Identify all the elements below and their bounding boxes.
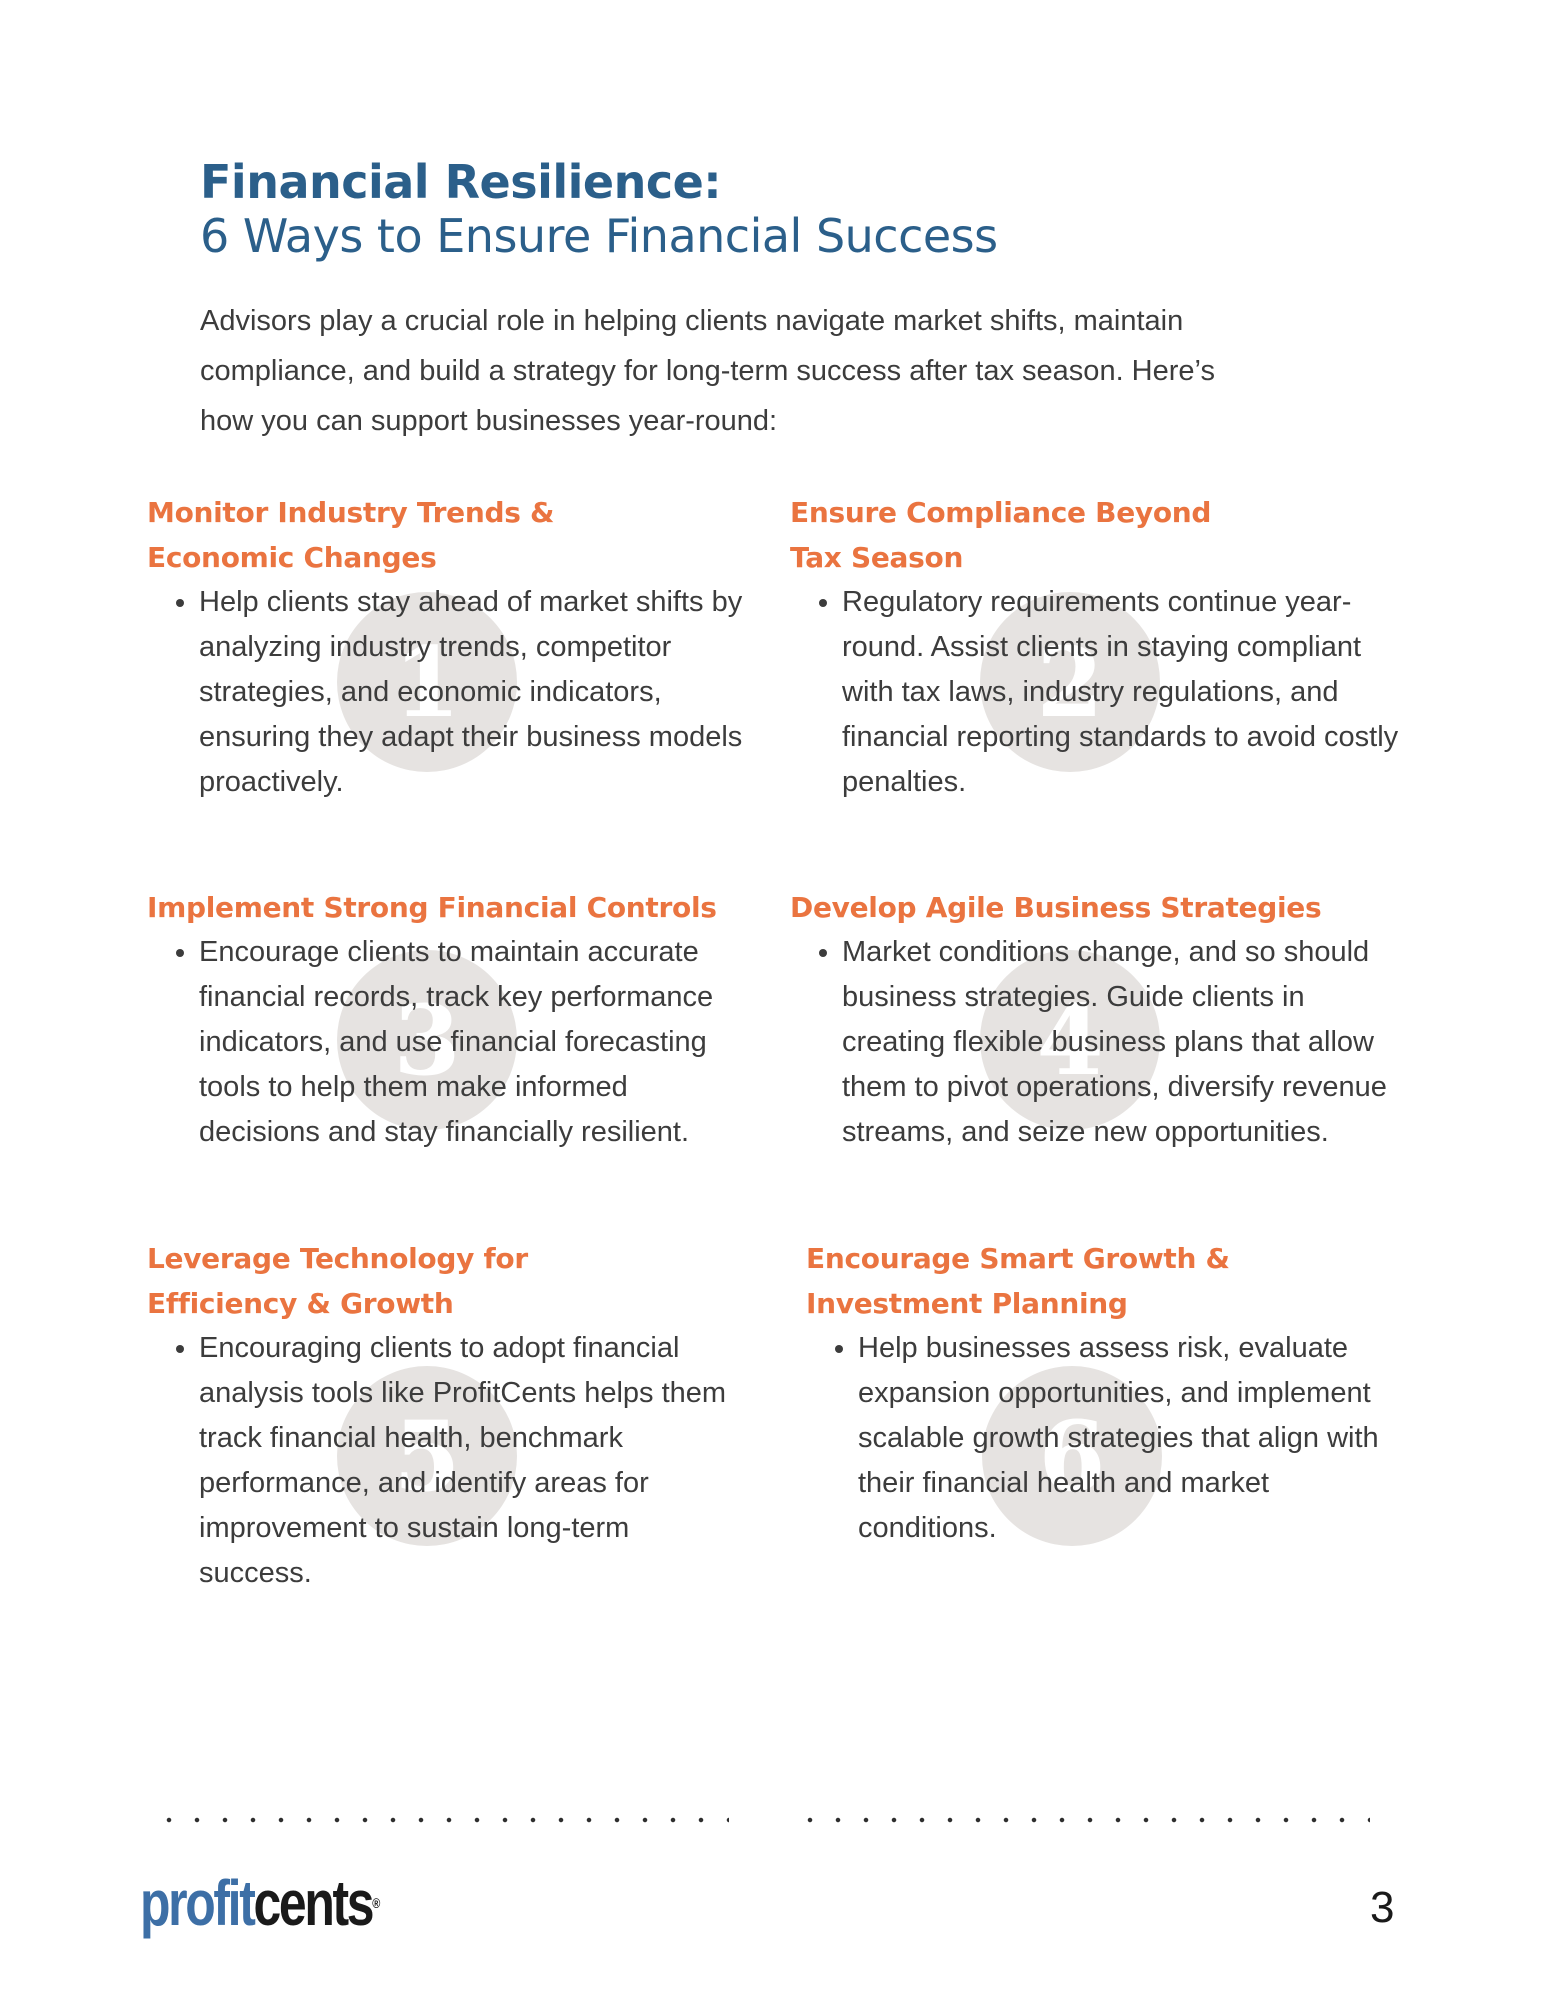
- section-heading: [790, 885, 1410, 930]
- bullet-list: [147, 930, 747, 1155]
- registered-mark: ®: [372, 1895, 381, 1911]
- section-body: [147, 580, 747, 805]
- profitcents-logo: [140, 1868, 380, 1938]
- bullet-list: [147, 1326, 747, 1596]
- section-heading-line1: Develop Agile Business Strategies: [790, 891, 1322, 924]
- bullet-list: [806, 1326, 1410, 1551]
- number-badge: 5: [337, 1366, 517, 1546]
- number-badge: 6: [982, 1366, 1162, 1546]
- page-title: [200, 155, 1350, 263]
- bullet-list: [790, 580, 1410, 805]
- section-heading: [147, 1236, 747, 1326]
- bullet-list: [147, 580, 747, 805]
- number-badge: 4: [980, 950, 1160, 1130]
- section-body: [790, 580, 1410, 805]
- section-heading: [147, 885, 747, 930]
- bullet-list: [790, 930, 1410, 1155]
- number-badge: 2: [980, 592, 1160, 772]
- section-monitor-trends: [147, 490, 747, 805]
- number-badge: 1: [337, 592, 517, 772]
- bullet-item: • Help clients stay ahead of market shifts by analyzing industry trends, competitor strategies, and economic indicators, ensuring they adapt their business models proactively.: [199, 580, 747, 805]
- section-leverage-technology: [147, 1236, 747, 1596]
- section-body: [806, 1326, 1410, 1551]
- bullet-item: • Help businesses assess risk, evaluate expansion opportunities, and implement scalable growth strategies that align with their financial health and market conditions.: [858, 1326, 1410, 1551]
- section-ensure-compliance: [790, 490, 1410, 805]
- section-heading-line2: Tax Season: [790, 541, 964, 574]
- section-heading-line1: Leverage Technology for: [147, 1242, 528, 1275]
- page-number: 3: [1370, 1883, 1395, 1932]
- section-heading: [147, 490, 747, 580]
- section-heading-line2: Economic Changes: [147, 541, 437, 574]
- bullet-item: • Encourage clients to maintain accurate financial records, track key performance indicators, and use financial forecasting tools to help them make informed decisions and stay financially resilient.: [199, 930, 747, 1155]
- section-body: [147, 930, 747, 1155]
- section-heading-line2: Investment Planning: [806, 1287, 1128, 1320]
- section-smart-growth: [806, 1236, 1410, 1551]
- bullet-item: • Market conditions change, and so should business strategies. Guide clients in creating flexible business plans that allow them to pivot operations, diversify revenue streams, and seize new opportunities.: [842, 930, 1410, 1155]
- logo-profit-text: profit: [140, 1867, 254, 1939]
- section-financial-controls: [147, 885, 747, 1155]
- title-heading: Financial Resilience:: [200, 155, 722, 209]
- section-heading: [806, 1236, 1410, 1326]
- section-heading-line1: Encourage Smart Growth &: [806, 1242, 1230, 1275]
- section-body: [147, 1326, 747, 1596]
- section-agile-strategies: [790, 885, 1410, 1155]
- intro-paragraph: Advisors play a crucial role in helping clients navigate market shifts, maintain compliance, and build a strategy for long-term success after tax season. Here’s how you can support businesses year-round:: [200, 305, 1215, 437]
- section-heading-line1: Implement Strong Financial Controls: [147, 891, 717, 924]
- bullet-item: • Regulatory requirements continue year-round. Assist clients in staying compliant with tax laws, industry regulations, and financial reporting standards to avoid costly penalties.: [842, 580, 1410, 805]
- section-heading-line1: Monitor Industry Trends &: [147, 496, 555, 529]
- footer-dotted-divider-right: [796, 1816, 1370, 1824]
- bullet-item: • Encouraging clients to adopt financial analysis tools like ProfitCents helps them track financial health, benchmark performance, and identify areas for improvement to sustain long-term success.: [199, 1326, 747, 1596]
- section-body: [790, 930, 1410, 1155]
- number-badge: 3: [337, 950, 517, 1130]
- section-heading-line1: Ensure Compliance Beyond: [790, 496, 1212, 529]
- logo-cents-text: cents: [253, 1867, 373, 1939]
- section-heading-line2: Efficiency & Growth: [147, 1287, 454, 1320]
- footer-dotted-divider-left: [155, 1816, 729, 1824]
- title-subheading: 6 Ways to Ensure Financial Success: [200, 209, 998, 263]
- section-heading: [790, 490, 1410, 580]
